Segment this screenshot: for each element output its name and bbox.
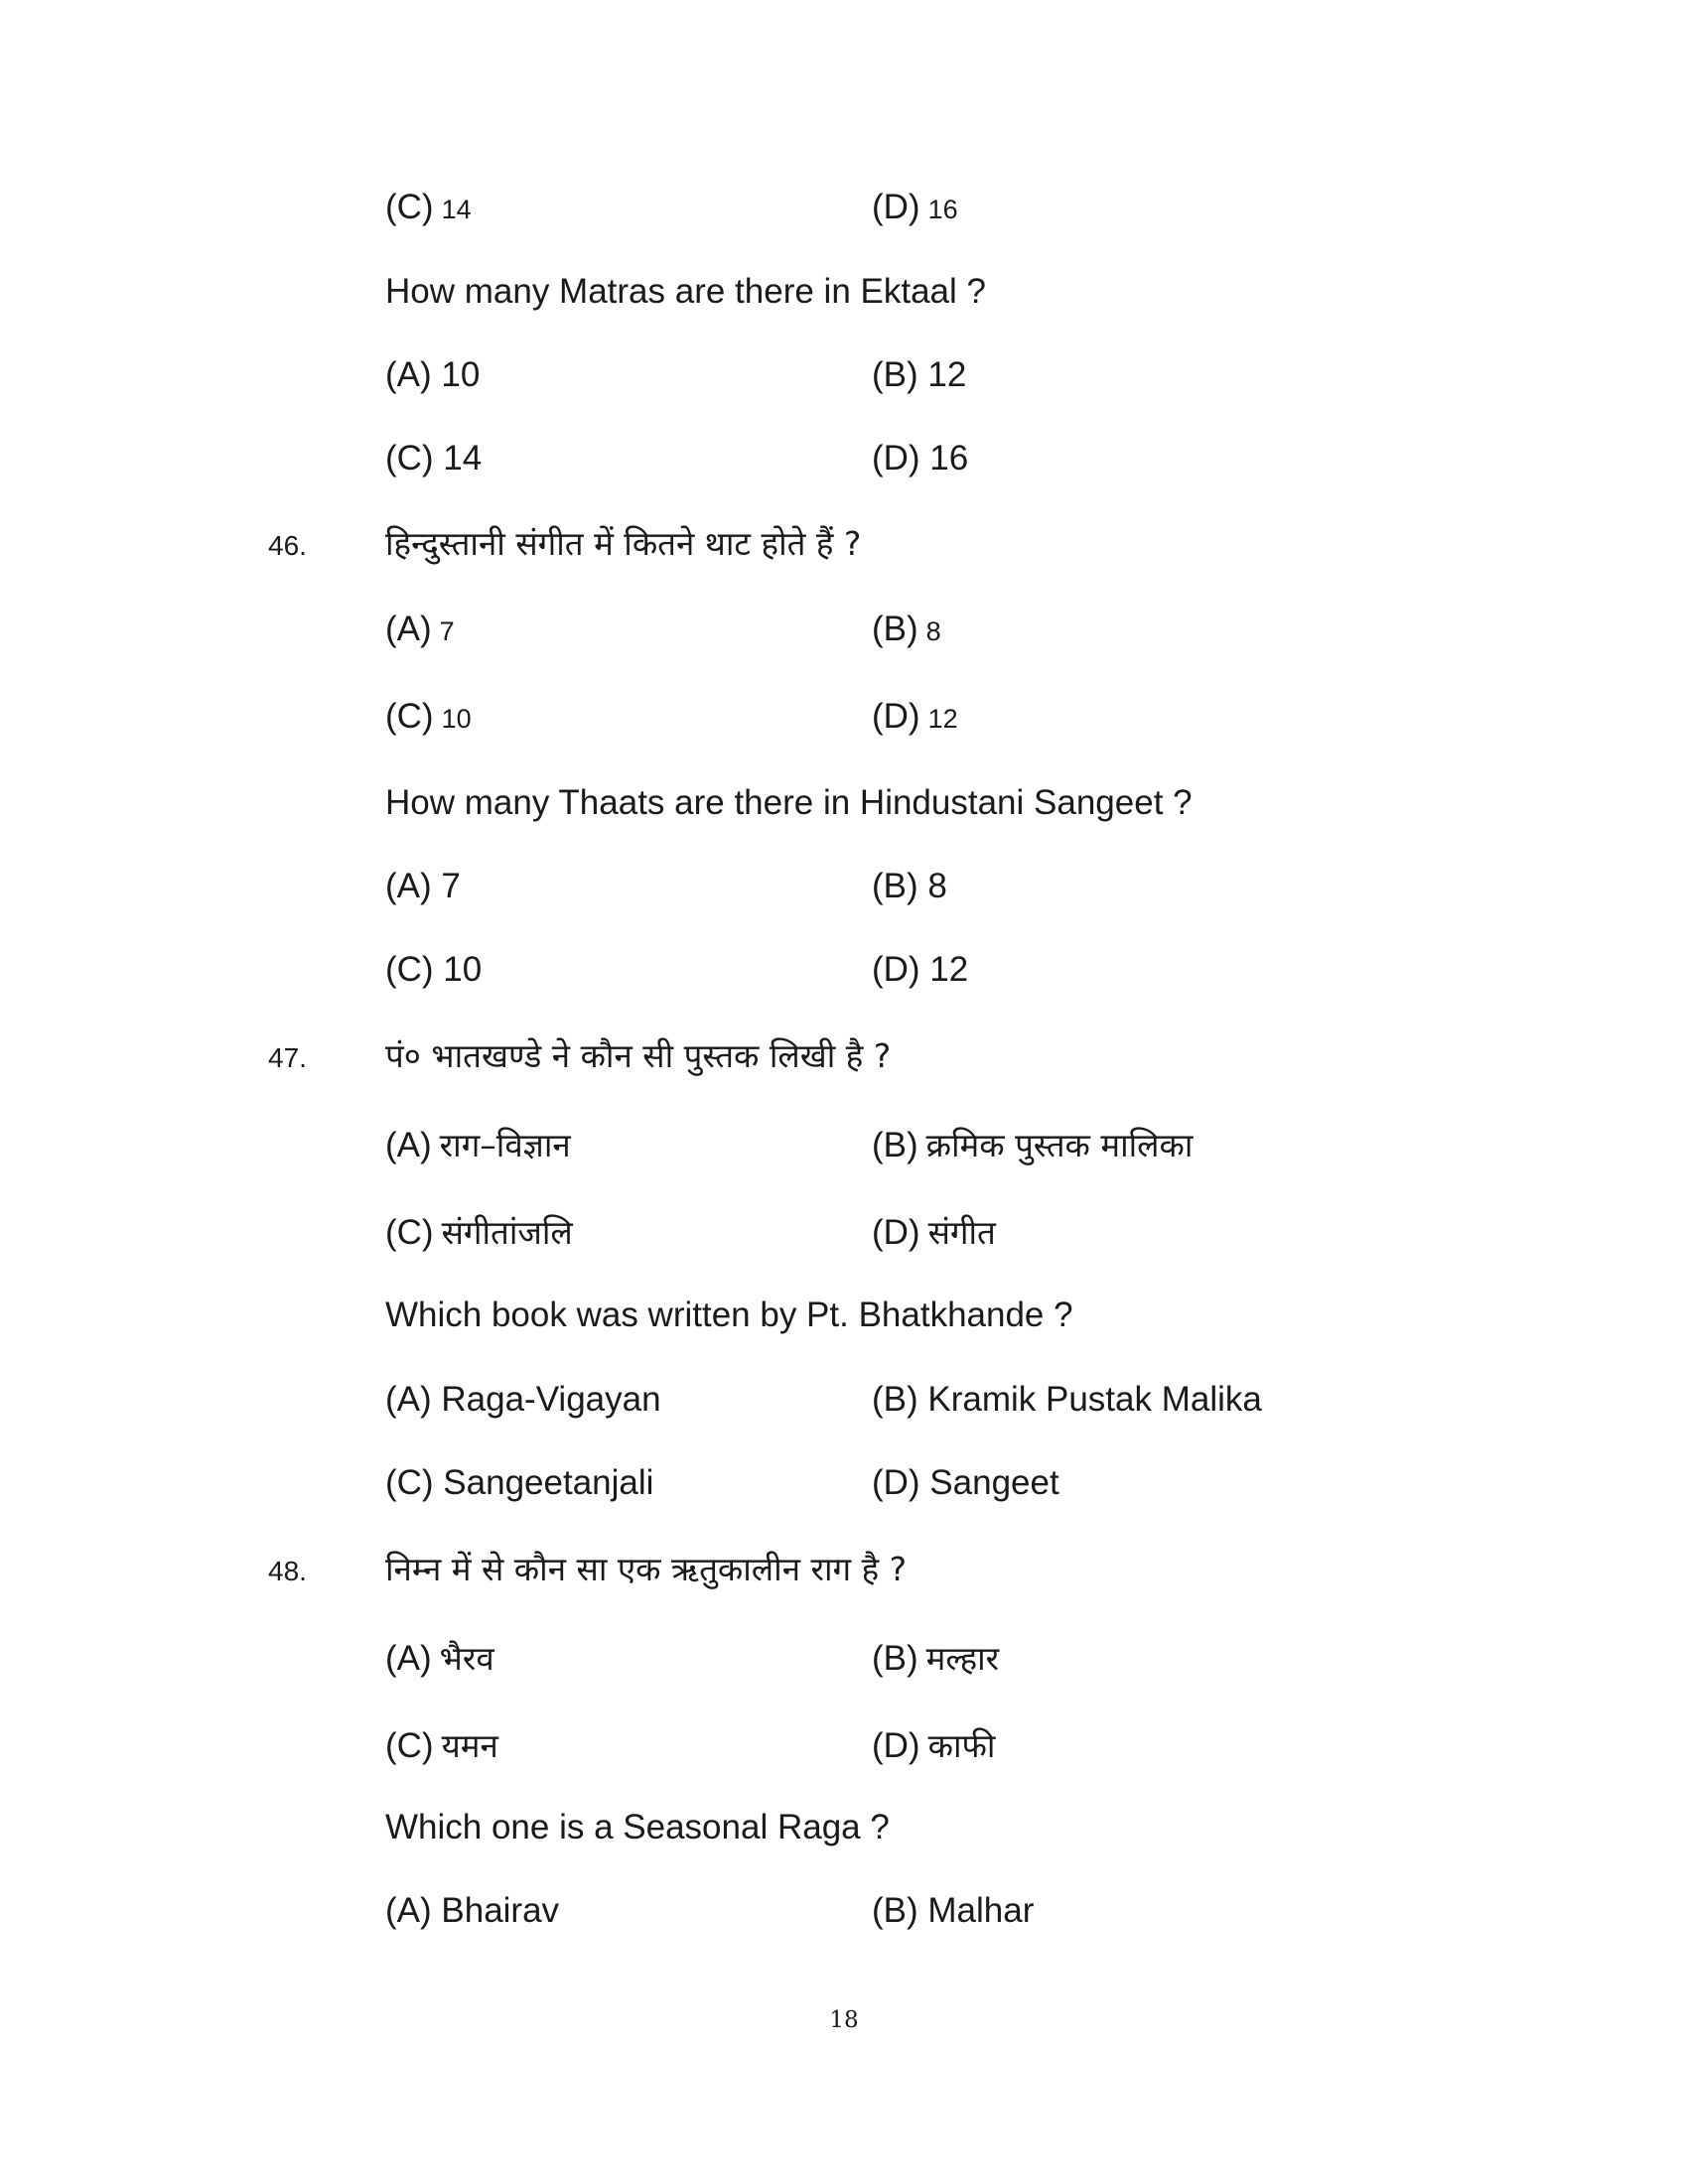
question-47-hindi-stem xyxy=(0,1028,1688,1088)
question-46-hindi-options-row-2 xyxy=(0,691,1688,751)
option-value: 16 xyxy=(927,195,958,224)
question-text: How many Thaats are there in Hindustani Sangeet ? xyxy=(385,783,1193,822)
question-47-english-options-row-2 xyxy=(0,1457,1688,1517)
option-d xyxy=(872,697,958,737)
option-b xyxy=(872,610,941,649)
option-d xyxy=(872,1722,995,1767)
option-b xyxy=(872,1122,1193,1166)
option-value: 10 xyxy=(441,704,472,734)
question-47-english-stem xyxy=(0,1290,1688,1349)
option-d xyxy=(872,188,958,227)
question-48-hindi-options-row-1 xyxy=(0,1629,1688,1689)
option-value: यमन xyxy=(441,1726,498,1765)
option-label: (D) xyxy=(872,1726,920,1765)
question-45-hindi-options-row-2 xyxy=(0,182,1688,241)
question-48-hindi-options-row-2 xyxy=(0,1716,1688,1776)
question-45-english-stem xyxy=(0,266,1688,326)
option-label: (C) xyxy=(385,1726,434,1765)
question-46-english-options-row-2 xyxy=(0,944,1688,1004)
option-value: राग–विज्ञान xyxy=(439,1126,571,1164)
question-text: निम्न में से कौन सा एक ऋतुकालीन राग है ? xyxy=(385,1550,908,1588)
question-47-hindi-options-row-1 xyxy=(0,1116,1688,1175)
option-value: क्रमिक पुस्तक मालिका xyxy=(925,1126,1194,1164)
option-label: (C) xyxy=(385,188,434,226)
option-d: (D) Sangeet xyxy=(872,1463,1059,1502)
page-number: 18 xyxy=(829,2007,859,2033)
option-c xyxy=(385,697,472,737)
option-c xyxy=(385,188,472,227)
option-value: भैरव xyxy=(439,1639,494,1678)
question-48-english-stem xyxy=(0,1802,1688,1861)
option-value: संगीत xyxy=(927,1213,996,1252)
option-c: (C) 10 xyxy=(385,950,483,989)
option-d xyxy=(872,1209,996,1254)
question-number: 47. xyxy=(268,1042,307,1073)
option-b: (B) Malhar xyxy=(872,1891,1035,1930)
option-b: (B) 8 xyxy=(872,867,947,905)
question-46-hindi-options-row-1 xyxy=(0,604,1688,663)
option-value: 7 xyxy=(439,616,455,646)
question-number: 46. xyxy=(268,530,307,561)
question-47-english-options-row-1 xyxy=(0,1374,1688,1433)
option-value: 12 xyxy=(927,704,958,734)
option-a: (A) 10 xyxy=(385,355,481,394)
option-label: (A) xyxy=(385,1126,432,1164)
question-46-english-options-row-1 xyxy=(0,861,1688,920)
option-c xyxy=(385,1209,573,1254)
option-a: (A) 7 xyxy=(385,867,461,905)
option-a xyxy=(385,610,455,649)
question-45-english-options-row-1 xyxy=(0,349,1688,409)
option-label: (C) xyxy=(385,697,434,736)
option-d: (D) 16 xyxy=(872,439,969,478)
option-value: मल्हार xyxy=(925,1639,1000,1678)
question-46-english-stem xyxy=(0,777,1688,837)
question-text: हिन्दुस्तानी संगीत में कितने थाट होते हैं ? xyxy=(385,524,862,563)
option-value: संगीतांजलि xyxy=(441,1213,573,1252)
question-text: Which book was written by Pt. Bhatkhande ? xyxy=(385,1296,1073,1334)
option-a xyxy=(385,1122,571,1166)
option-b: (B) 12 xyxy=(872,355,967,394)
question-47-hindi-options-row-2 xyxy=(0,1203,1688,1263)
question-48-hindi-stem xyxy=(0,1542,1688,1601)
option-d: (D) 12 xyxy=(872,950,969,989)
question-text: How many Matras are there in Ektaal ? xyxy=(385,272,986,311)
option-label: (A) xyxy=(385,1639,432,1678)
option-c: (C) 14 xyxy=(385,439,483,478)
question-46-hindi-stem xyxy=(0,516,1688,576)
option-value: 14 xyxy=(441,195,472,224)
option-c: (C) Sangeetanjali xyxy=(385,1463,654,1502)
option-value: काफी xyxy=(927,1726,996,1765)
question-text: पं० भातखण्डे ने कौन सी पुस्तक लिखी है ? xyxy=(385,1036,892,1075)
option-a: (A) Bhairav xyxy=(385,1891,560,1930)
option-a: (A) Raga-Vigayan xyxy=(385,1380,661,1419)
option-c xyxy=(385,1722,498,1767)
question-text: Which one is a Seasonal Raga ? xyxy=(385,1808,890,1846)
option-label: (D) xyxy=(872,1213,920,1252)
option-label: (B) xyxy=(872,1126,918,1164)
option-label: (D) xyxy=(872,697,920,736)
option-label: (C) xyxy=(385,1213,434,1252)
option-a xyxy=(385,1635,494,1680)
option-b: (B) Kramik Pustak Malika xyxy=(872,1380,1262,1419)
question-48-english-options-row-1 xyxy=(0,1885,1688,1945)
option-label: (A) xyxy=(385,610,432,648)
option-b xyxy=(872,1635,999,1680)
option-value: 8 xyxy=(925,616,941,646)
question-number: 48. xyxy=(268,1556,307,1586)
question-45-english-options-row-2 xyxy=(0,433,1688,492)
option-label: (B) xyxy=(872,610,918,648)
option-label: (B) xyxy=(872,1639,918,1678)
option-label: (D) xyxy=(872,188,920,226)
